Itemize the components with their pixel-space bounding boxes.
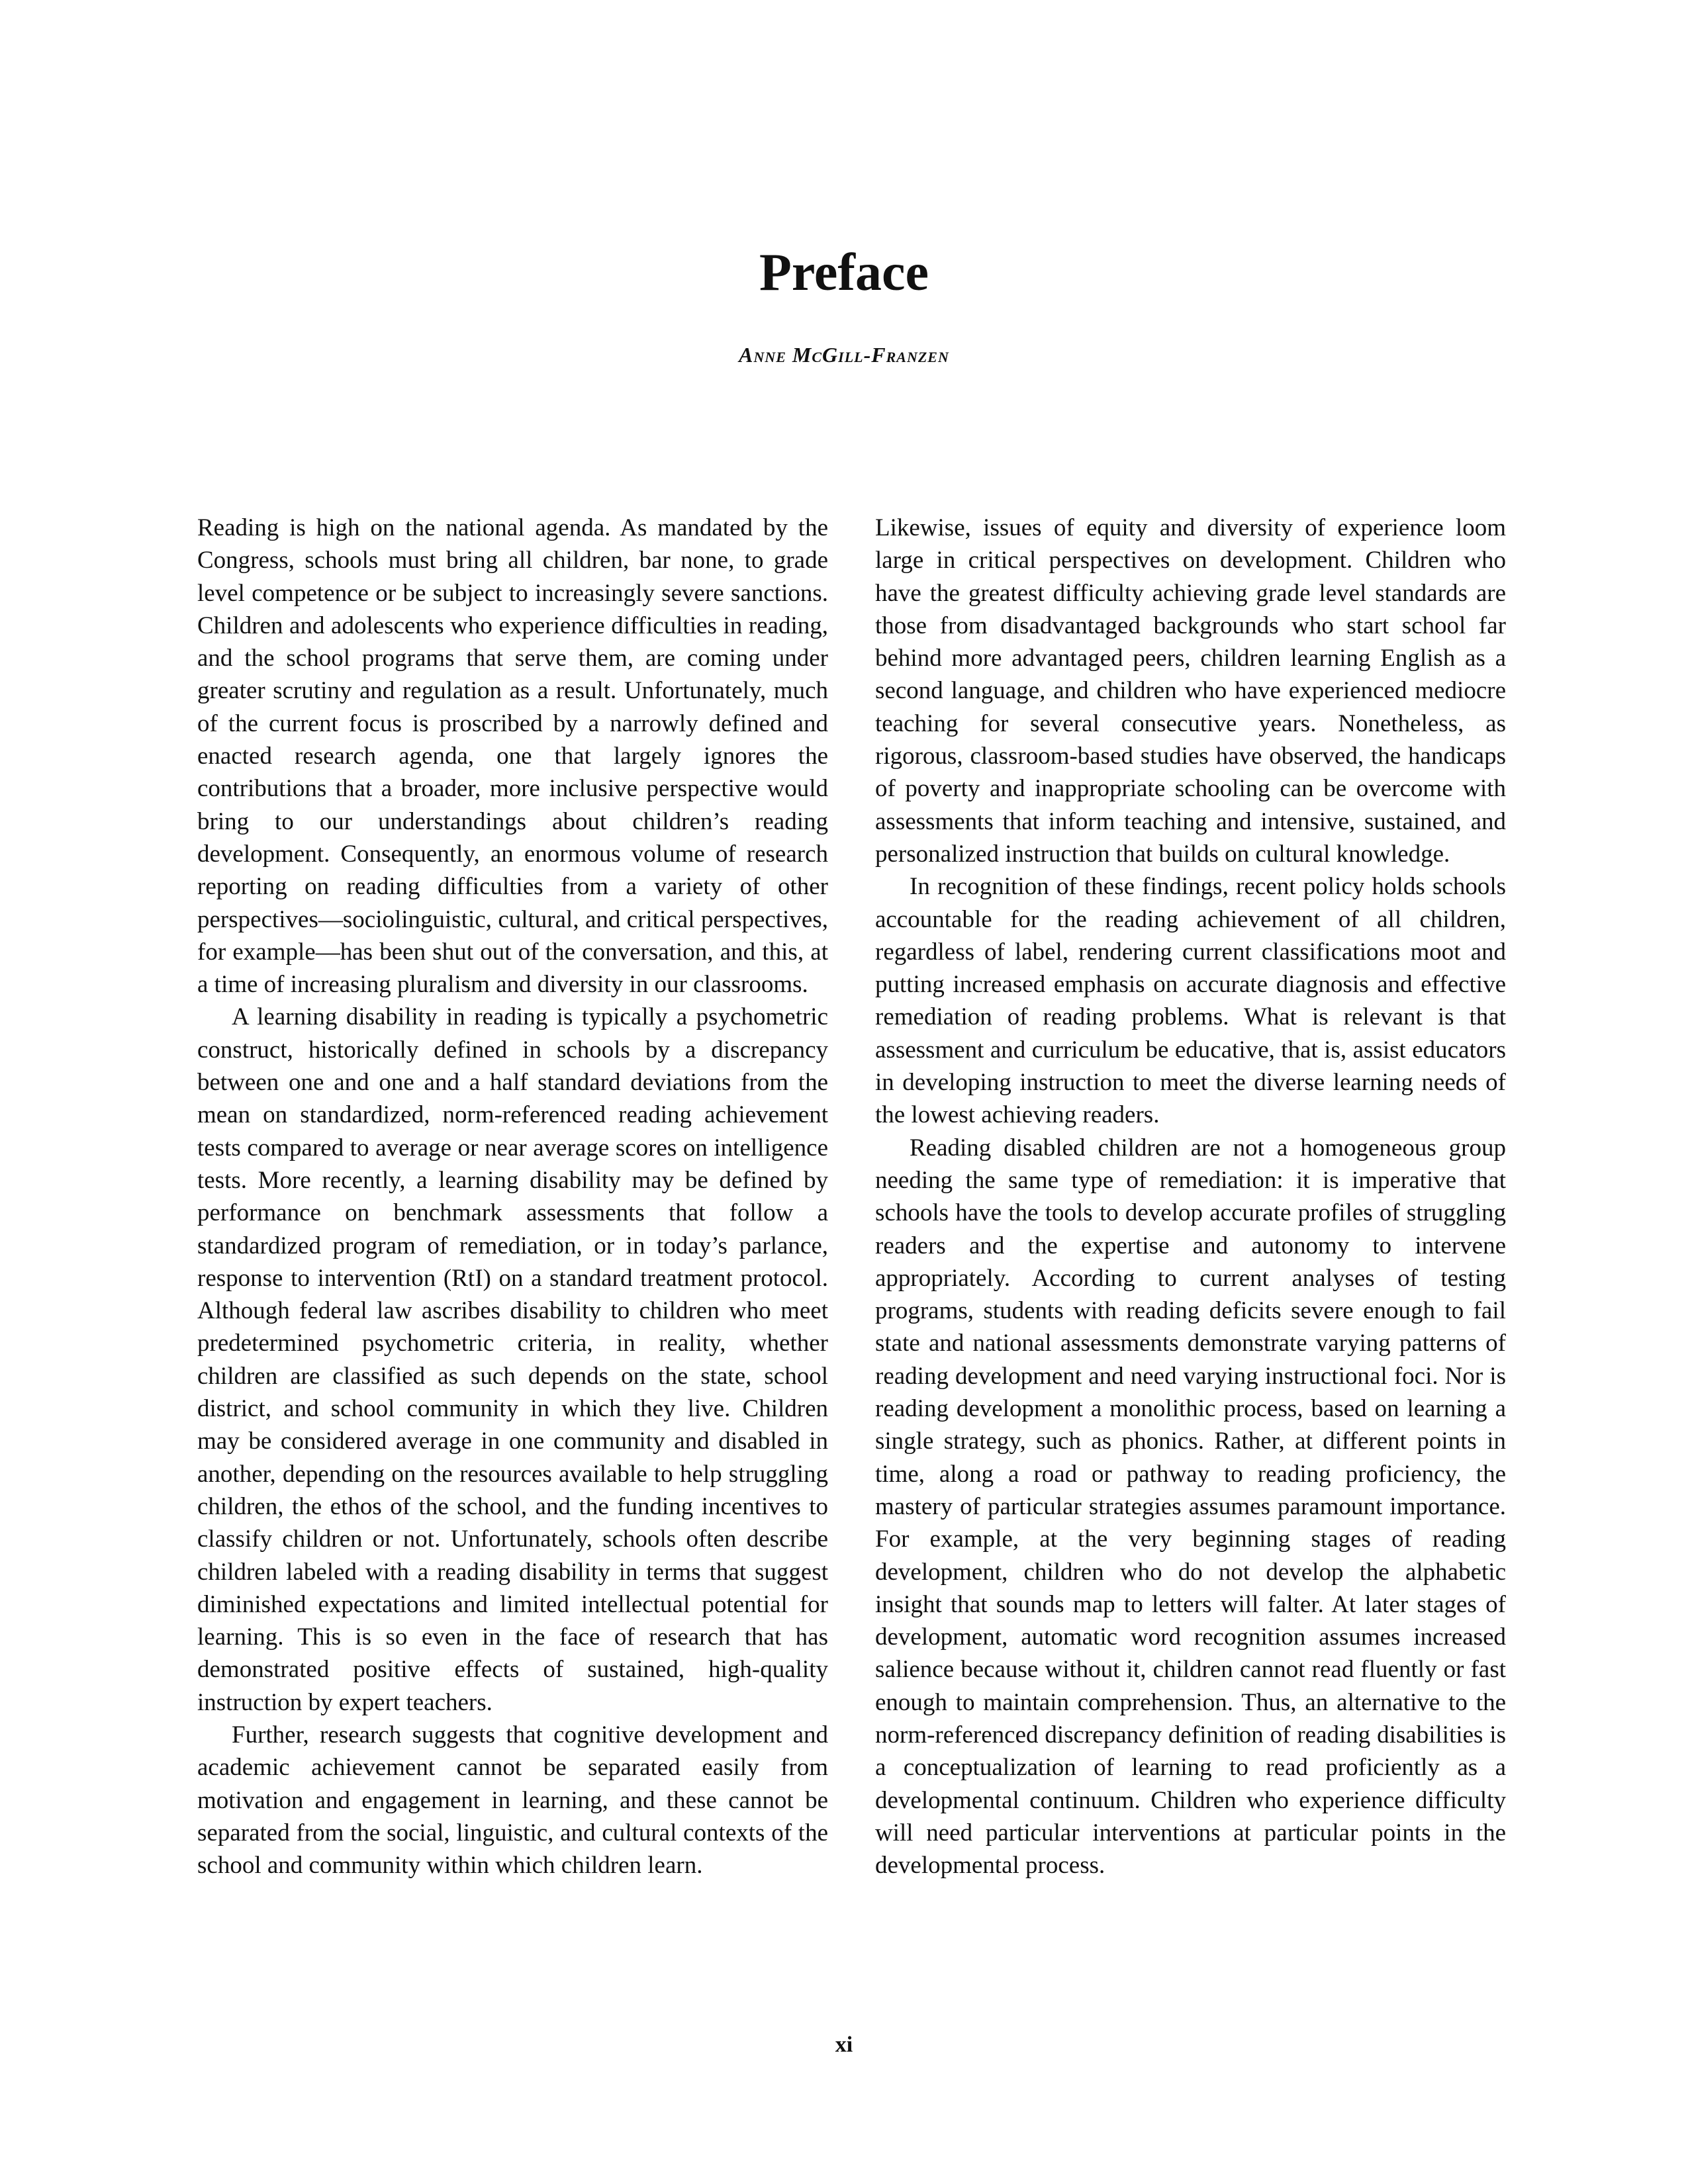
- page-number: xi: [835, 2032, 853, 2057]
- page-title: Preface: [759, 244, 929, 302]
- paragraph: In recognition of these findings, recent policy holds schools accountable for the reading achievement of all children, regardless of label, rendering current classifications moot and putting increased emphasis on accurate diagnosis and effective remediation of reading problems. What is relevant is that assessment and curriculum be educative, that is, assist educators in developing instruction to meet the diverse learning needs of the lowest achieving readers.: [875, 873, 1506, 1129]
- paragraph: Reading disabled children are not a homogeneous group needing the same type of remediation: it is imperative that schools have the tools to develop accurate profiles of struggling readers and the expertise and autonomy to intervene appropriately. According to current analyses of testing programs, students with reading deficits severe enough to fail state and national assessments demonstrate varying patterns of reading development and need varying instructional foci. Nor is reading development a monolithic process, based on learning a single strategy, such as phonics. Rather, at different points in time, along a road or pathway to reading proficiency, the mastery of particular strategies assumes paramount importance. For example, at the very beginning stages of reading development, children who do not develop the alphabetic insight that sounds map to letters will falter. At later stages of development, automatic word recognition assumes increased salience because without it, children cannot read fluently or fast enough to maintain comprehension. Thus, an alternative to the norm-referenced discrepancy definition of reading disabilities is a conceptualization of learning to read proficiently as a developmental continuum. Children who experience difficulty will need particular interventions at particular points in the developmental process.: [875, 1134, 1506, 1880]
- paragraph: Reading is high on the national agenda. As mandated by the Congress, schools must bring all children, bar none, to grade level competence or be subject to increasingly severe sanctions. Children and adolescents who experience difficulties in reading, and the school programs that serve them, are coming under greater scrutiny and regulation as a result. Unfortunately, much of the current focus is proscribed by a narrowly defined and enacted research agenda, one that largely ignores the contributions that a broader, more inclusive perspective would bring to our understandings about children’s reading development. Consequently, an enormous volume of research reporting on reading difficulties from a variety of other perspectives—sociolinguistic, cultural, and critical perspectives, for example—has been shut out of the conversation, and this, at a time of increasing pluralism and diversity in our classrooms.: [197, 514, 828, 999]
- author-byline: Anne McGill-Franzen: [739, 343, 949, 367]
- paragraph: A learning disability in reading is typically a psychometric construct, historically defined in schools by a discrepancy between one and one and a half standard deviations from the mean on standardized, norm-referenced reading achievement tests compared to average or near average scores on intelligence tests. More recently, a learning disability may be defined by performance on benchmark assessments that follow a standardized program of remediation, or in today’s parlance, response to intervention (RtI) on a standard treatment protocol. Although federal law ascribes disability to children who meet predetermined psychometric criteria, in reality, whether children are classified as such depends on the state, school district, and school community in which they live. Children may be considered average in one community and disabled in another, depending on the resources available to help struggling children, the ethos of the school, and the funding incentives to classify children or not. Unfortunately, schools often describe children labeled with a reading disability in terms that suggest diminished expectations and limited intellectual potential for learning. This is so even in the face of research that has demonstrated positive effects of sustained, high-quality instruction by expert teachers.: [197, 1003, 828, 1716]
- left-text-column: [197, 512, 828, 1882]
- right-text-column: [875, 512, 1506, 1882]
- paragraph: Further, research suggests that cognitive development and academic achievement cannot be separated easily from motivation and engagement in learning, and these cannot be separated from the social, linguistic, and cultural contexts of the school and community within which children learn.: [197, 1721, 828, 1880]
- paragraph: Likewise, issues of equity and diversity of experience loom large in critical perspectives on development. Children who have the greatest difficulty achieving grade level standards are those from disadvantaged backgrounds who start school far behind more advantaged peers, children learning English as a second language, and children who have experienced mediocre teaching for several consecutive years. Nonetheless, as rigorous, classroom-based studies have observed, the handicaps of poverty and inappropriate schooling can be overcome with assessments that inform teaching and intensive, sustained, and personalized instruction that builds on cultural knowledge.: [875, 514, 1506, 868]
